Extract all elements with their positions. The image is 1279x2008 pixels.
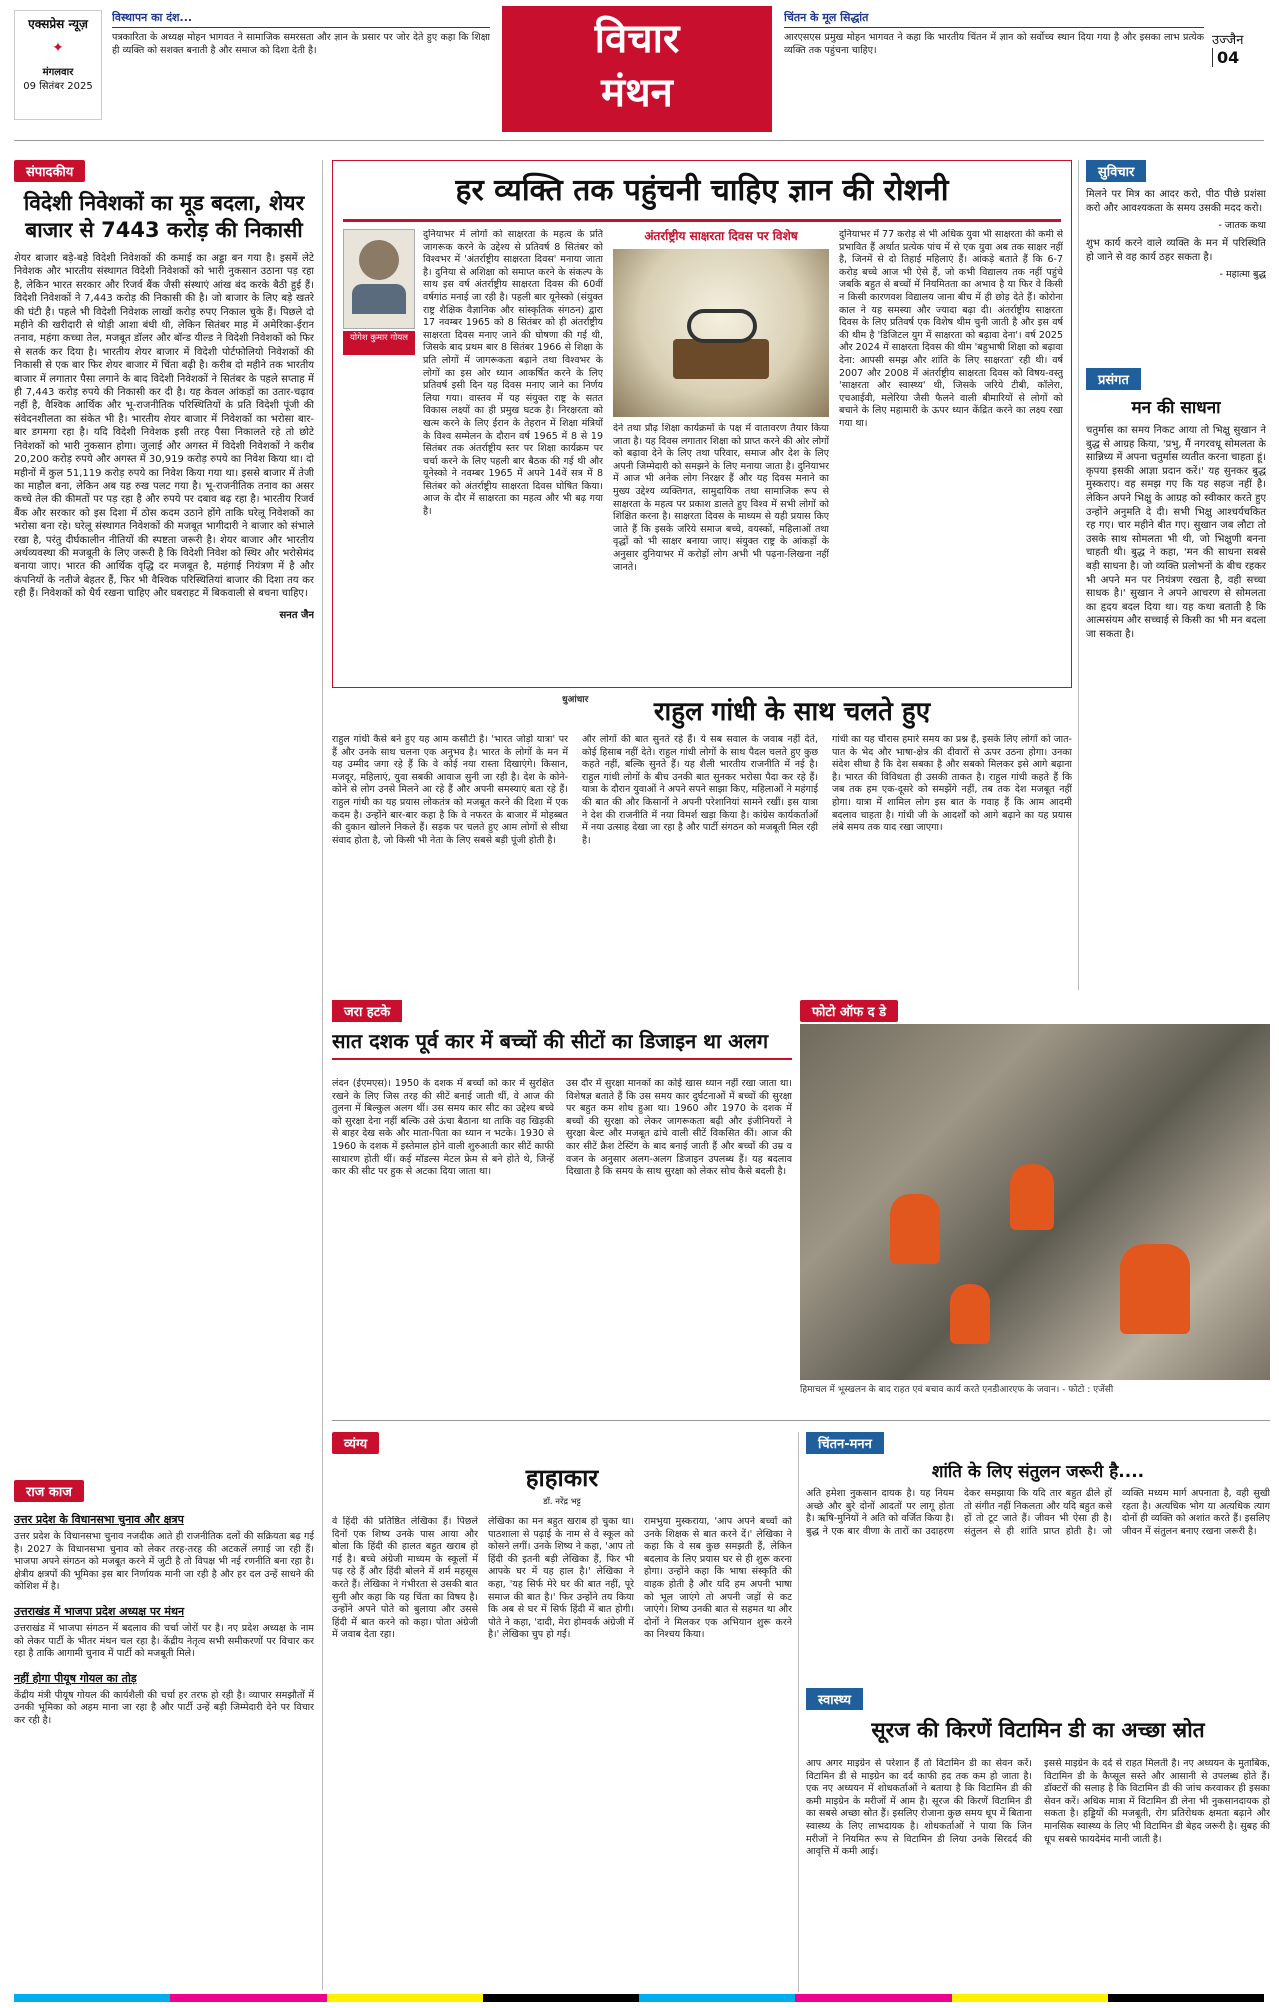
teaser-right-title: चिंतन के मूल सिद्धांत — [784, 10, 1204, 28]
rajkaaj-section — [14, 1480, 314, 1990]
rahul-col-2: और लोगों की बात सुनते रहे हैं। ये सब सवाल के जवाब नहीं देते, कोई हिसाब नहीं देते। राहुल गांधी लोगों के साथ पैदल चलते हुए कुछ कहते नहीं, बल्कि सुनते हैं। यह शैली भारतीय राजनीति में नई है। राहुल गांधी लोगों के बीच उनकी बात सुनकर भरोसा पैदा कर रहे हैं। यात्रा के दौरान युवाओं ने अपने सपने साझा किए, महिलाओं ने महंगाई की बात की और किसानों ने अपनी परेशानियां सामने रखीं। इस यात्रा ने देश की राजनीति में नया विमर्श खड़ा किया है। कांग्रेस कार्यकर्ताओं में नया उत्साह देखा जा रहा है और पार्टी संगठन को मजबूती मिल रही है। — [582, 734, 818, 846]
rescuer-figure — [890, 1194, 940, 1264]
seats-section — [332, 1000, 792, 1400]
suvichar-section — [1086, 160, 1266, 360]
author-caption: योगेश कुमार गोयल — [343, 331, 415, 355]
sun-col-2: इससे माइग्रेन के दर्द से राहत मिलती है। नए अध्ययन के मुताबिक, विटामिन डी के कैप्सूल सस्ते और आसानी से उपलब्ध होते हैं। डॉक्टरों की सलाह है कि विटामिन डी की जांच करवाकर ही इसका सेवन करें। अधिक मात्रा में विटामिन डी लेना भी नुकसानदायक हो सकता है। हड्डियों की मजबूती, रोग प्रतिरोधक क्षमता बढ़ाने और मानसिक स्वास्थ्य के लिए भी विटामिन डी बेहद जरूरी है। सुबह की धूप सबसे फायदेमंद मानी जाती है। — [1044, 1758, 1270, 1845]
chintan-section — [806, 1432, 1270, 1682]
rahul-headline: राहुल गांधी के साथ चलते हुए — [653, 697, 931, 727]
chintan-tag: चिंतन-मनन — [806, 1432, 884, 1454]
hahakar-section — [332, 1432, 792, 1992]
prasang-title: मन की साधना — [1131, 398, 1221, 418]
rajkaaj-item2-body: उत्तराखंड में भाजपा संगठन में बदलाव की चर्चा जोरों पर है। नए प्रदेश अध्यक्ष के नाम को लेकर पार्टी के भीतर मंथन चल रहा है। केंद्रीय नेतृत्व सभी समीकरणों पर विचार कर रहा है ताकि आगामी चुनाव में पार्टी को मजबूती मिले। — [14, 1622, 314, 1660]
page-number: 04 — [1212, 48, 1239, 67]
author-shirt — [352, 284, 406, 314]
column-divider-2 — [1078, 160, 1079, 990]
rahul-col-3: गांधी का यह चौरास हमारे समय का प्रश्न है, इसके लिए लोगों को जात-पात के भेद और भाषा-क्षेत्र की दीवारों से ऊपर उठना होगा। उनका संदेश सीधा है कि देश सबका है और सबको मिलकर इसे आगे बढ़ाना है। भारत की विविधता ही उसकी ताकत है। राहुल गांधी कहते हैं कि जब तक हम एक-दूसरे को समझेंगे नहीं, तब तक देश मजबूत नहीं होगा। यात्रा में शामिल लोग इस बात के गवाह हैं कि आम आदमी बदलाव चाहता है। गांधी जी के आदर्शों को आगे बढ़ाने का यह प्रयास लंबे समय तक याद रखा जाएगा। — [832, 734, 1072, 834]
photo-day-image — [800, 1024, 1270, 1380]
sun-col-1: आप अगर माइग्रेन से परेशान हैं तो विटामिन डी का सेवन करें। विटामिन डी से माइग्रेन का दर्द काफी हद तक कम हो जाता है। एक नए अध्ययन में शोधकर्ताओं ने बताया है कि विटामिन डी की कमी माइग्रेन के मरीजों में आम है। सूरज की किरणें विटामिन डी का सबसे अच्छा स्रोत हैं। इसलिए रोजाना कुछ समय धूप में बिताना स्वास्थ्य के लिए लाभदायक है। शोधकर्ताओं ने पाया कि जिन मरीजों ने नियमित रूप से विटामिन डी लिया उनके सिरदर्द की आवृत्ति में कमी आई। — [806, 1758, 1032, 1858]
rajkaaj-item1-body: उत्तर प्रदेश के विधानसभा चुनाव नजदीक आते ही राजनीतिक दलों की सक्रियता बढ़ गई है। 2027 के विधानसभा चुनाव को लेकर तरह-तरह की अटकलें लगाई जा रही हैं। भाजपा अपने संगठन को मजबूत करने में जुटी है तो विपक्ष भी नई रणनीति बना रहा है। क्षेत्रीय क्षत्रपों की भूमिका इस बार निर्णायक मानी जा रही है और हर दल उन्हें साधने की कोशिश में है। — [14, 1531, 314, 1593]
issue-date: 09 सितंबर 2025 — [23, 81, 93, 92]
seats-col-2: उस दौर में सुरक्षा मानकों का कोई खास ध्यान नहीं रखा जाता था। विशेषज्ञ बताते हैं कि उस समय कार दुर्घटनाओं में बच्चों की सुरक्षा पर बहुत कम शोध हुआ था। 1960 और 1970 के दशक में बच्चों की सुरक्षा को लेकर जागरूकता बढ़ी और इंजीनियरों ने सुरक्षा बेल्ट और मजबूत ढांचे वाली सीटें विकसित कीं। आज की कार सीटें क्रैश टेस्टिंग के बाद बनाई जाती हैं और बच्चों की उम्र व वजन के अनुसार अलग-अलग डिजाइन उपलब्ध हैं। यह बदलाव दिखाता है कि समय के साथ सुरक्षा को लेकर सोच कैसे बदली है। — [566, 1078, 792, 1178]
brand-ornament-icon: ✦ — [52, 40, 64, 56]
section-title-line1: विचार — [594, 16, 680, 62]
page-meta — [1212, 30, 1272, 70]
feature-subhead: अंतर्राष्ट्रीय साक्षरता दिवस पर विशेष — [644, 229, 798, 243]
masthead-divider — [14, 140, 1264, 141]
seats-headline: सात दशक पूर्व कार में बच्चों की सीटों का डिजाइन था अलग — [332, 1028, 792, 1060]
issue-day: मंगलवार — [42, 67, 74, 78]
lower-divider — [332, 1420, 1270, 1421]
hahakar-headline: हाहाकार — [525, 1464, 599, 1492]
feature-col-2: देने तथा प्रौढ़ शिक्षा कार्यक्रमों के पक्ष में वातावरण तैयार किया जाता है। यह दिवस लगातार शिक्षा को प्राप्त करने की ओर लोगों को बढ़ावा देने के लिए तथा परिवार, समाज और देश के लिए अपनी जिम्मेदारी को समझने के लिए मनाया जाता है। दुनियाभर में आज भी अनेक लोग निरक्षर हैं और यह दिवस मनाने का मुख्य उद्देश्य व्यक्तिगत, सामुदायिक तथा सामाजिक रूप से साक्षरता के महत्व पर प्रकाश डालते हुए विश्व में सभी लोगों को शिक्षित करना है। साक्षरता दिवस के माध्यम से यही प्रयास किए जाते हैं कि इसके जरिये समाज बच्चे, वयस्कों, महिलाओं तथा वृद्धों को भी साक्षर बनाया जाए। संयुक्त राष्ट्र के आंकड़ों के अनुसार दुनियाभर में करोड़ों लोग अभी भी पढ़ना-लिखना नहीं जानते। — [613, 423, 829, 573]
rescuer-figure — [1120, 1244, 1190, 1334]
suvichar-quote-1: मिलने पर मित्र का आदर करो, पीठ पीछे प्रशंसा करो और आवश्यकता के समय उसकी मदद करो। — [1086, 189, 1266, 214]
teaser-right — [784, 10, 1204, 122]
feature-section — [332, 160, 1072, 688]
photo-day-caption: हिमाचल में भूस्खलन के बाद राहत एवं बचाव कार्य करते एनडीआरएफ के जवान। - फोटो : एजेंसी — [800, 1385, 1114, 1395]
prasang-body: चतुर्मास का समय निकट आया तो भिक्षु सुखान ने बुद्ध से आग्रह किया, 'प्रभु, मैं नगरवधू सोमलता के सान्निध्य में अपना चतुर्मास व्यतीत करना चाहता हूं। कृपया इसकी आज्ञा प्रदान करें।' यह सुनकर बुद्ध मुस्कराए। वह समझ गए कि यह सहज नहीं है। लेकिन अपने भिक्षु के आग्रह को स्वीकार करते हुए उन्होंने अनुमति दे दी। सभी भिक्षु आश्चर्यचकित रह गए। चार महीने बीत गए। सुखान जब लौटा तो उसके साथ सोमलता भी थी, जो भिक्षुणी बनना चाहती थी। बुद्ध ने कहा, 'मन की साधना सबसे बड़ी साधना है। जो व्यक्ति प्रलोभनों के बीच रहकर भी अपने मन पर नियंत्रण रखता है, वही सच्चा साधक है।' सुखान ने अपने आचरण से सोमलता का हृदय बदल दिया था। यह कथा बताती है कि आत्मसंयम और सच्चाई से किसी का भी मन बदला जा सकता है। — [1086, 425, 1266, 640]
hahakar-byline: डॉ. नरेंद्र भट्ट — [543, 1497, 581, 1507]
spectacles-icon — [687, 309, 757, 343]
rahul-section — [332, 692, 1072, 992]
teaser-left — [112, 10, 490, 122]
author-avatar — [359, 240, 399, 280]
city-name: उज्जैन — [1212, 33, 1244, 48]
suvichar-quote-2: शुभ कार्य करने वाले व्यक्ति के मन में परिस्थिति हो जाने से वह कार्य ठहर सकता है। — [1086, 238, 1266, 263]
suvichar-author-1: - जातक कथा — [1218, 220, 1266, 231]
hahakar-tag: व्यंग्य — [332, 1432, 379, 1454]
column-divider-3 — [798, 1432, 799, 1992]
sun-headline: सूरज की किरणें विटामिन डी का अच्छा स्रोत — [871, 1718, 1205, 1742]
feature-col-1: दुनियाभर में लोगों को साक्षरता के महत्व के प्रति जागरूक करने के उद्देश्य से प्रतिवर्ष 8 सितंबर को विश्वभर में 'अंतर्राष्ट्रीय साक्षरता दिवस' मनाया जाता है। दुनिया से अशिक्षा को समाप्त करने के संकल्प के साथ इस वर्ष अंतर्राष्ट्रीय साक्षरता दिवस की 60वीं वर्षगांठ मनाई जा रही है। पहली बार यूनेस्को (संयुक्त राष्ट्र शैक्षिक वैज्ञानिक और सांस्कृतिक संगठन) द्वारा 17 नवम्बर 1965 को 8 सितंबर को ही अंतर्राष्ट्रीय साक्षरता दिवस मनाए जाने की घोषणा की गई थी, जिसके बाद प्रथम बार 8 सितंबर 1966 से शिक्षा के प्रति लोगों में जागरूकता बढ़ाने तथा विश्वभर के लोगों का इस ओर ध्यान आकर्षित करने के लिए प्रतिवर्ष इसी दिन यह दिवस मनाए जाने का निर्णय लिया गया। वास्तव में यह संयुक्त राष्ट्र के सतत विकास लक्ष्यों का ही प्रमुख घटक है। निरक्षरता को खत्म करने के लिए ईरान के तेहरान में शिक्षा मंत्रियों के विश्व सम्मेलन के दौरान वर्ष 1965 में 8 से 19 सितंबर तक अंतर्राष्ट्रीय स्तर पर शिक्षा कार्यक्रम पर चर्चा करने के लिए पहली बार बैठक की गई थी और यूनेस्को ने नवम्बर 1965 में अपने 14वें सत्र में 8 सितंबर को अंतर्राष्ट्रीय साक्षरता दिवस घोषित किया। आज के दौर में साक्षरता का महत्व और भी बढ़ गया है। — [423, 229, 603, 518]
suvichar-tag: सुविचार — [1086, 160, 1146, 182]
feature-col-3: दुनियाभर में 77 करोड़ से भी अधिक युवा भी साक्षरता की कमी से प्रभावित हैं अर्थात प्रत्येक पांच में से एक युवा अब तक साक्षर नहीं है, जिनमें से दो तिहाई महिलाएं हैं। आंकड़े बताते हैं कि 6-7 करोड़ बच्चे आज भी ऐसे हैं, जो कभी विद्यालय तक नहीं पहुंचे जबकि बहुत से बच्चों में नियमितता का अभाव है या फिर वे किसी न किसी कारणवश विद्यालय जाना बीच में ही छोड़ देते हैं। कोरोना काल ने यह समस्या और ज्यादा बढ़ा दी। अंतर्राष्ट्रीय साक्षरता दिवस के लिए प्रतिवर्ष एक विशेष थीम चुनी जाती है और इस वर्ष की थीम है 'डिजिटल युग में साक्षरता को बढ़ावा देना'। वर्ष 2025 और 2024 में साक्षरता दिवस की थीम 'बहुभाषी शिक्षा को बढ़ावा देना: आपसी समझ और शांति के लिए साक्षरता' रही थी। वर्ष 2007 और 2008 में अंतर्राष्ट्रीय साक्षरता दिवस को विषय-वस्तु 'साक्षरता और स्वास्थ्य' थी, जिसके जरिये टीबी, कॉलेरा, एचआईवी, मलेरिया जैसी फैलने वाली बीमारियों से लोगों को बचाने के लिए महामारी के ऊपर ध्यान केंद्रित करने का लक्ष्य रखा गया था। — [839, 229, 1063, 429]
teaser-right-text: आरएसएस प्रमुख मोहन भागवत ने कहा कि भारतीय चिंतन में ज्ञान को सर्वोच्च स्थान दिया गया है और इसका लाभ प्रत्येक व्यक्ति तक पहुंचना चाहिए। — [784, 32, 1204, 56]
photo-day-tag: फोटो ऑफ द डे — [800, 1000, 898, 1022]
brand-name: एक्सप्रेस न्यूज़ — [28, 17, 88, 31]
print-color-bar — [14, 1994, 1264, 2002]
rajkaaj-item2-title: उत्तराखंड में भाजपा प्रदेश अध्यक्ष पर मंथन — [14, 1604, 185, 1618]
hahakar-col-1: वे हिंदी की प्रतिष्ठित लेखिका हैं। पिछले दिनों एक शिष्य उनके पास आया और बोला कि हिंदी की हालत बहुत खराब हो गई है। बच्चे अंग्रेजी माध्यम के स्कूलों में पढ़ रहे हैं और हिंदी बोलने में शर्म महसूस करते हैं। लेखिका ने गंभीरता से उसकी बात सुनी और कहा कि यह चिंता का विषय है। उन्होंने अपने पोते को बुलाया और उससे हिंदी में बात करने को कहा। पोता अंग्रेजी में जवाब देता रहा। — [332, 1516, 478, 1641]
feature-headline: हर व्यक्ति तक पहुंचनी चाहिए ज्ञान की रोशनी — [455, 173, 949, 208]
chintan-headline: शांति के लिए संतुलन जरूरी है.... — [931, 1462, 1145, 1482]
rahul-tag: धुआंधार — [562, 695, 589, 705]
rescuer-figure — [1010, 1164, 1054, 1230]
rajkaaj-item3-title: नहीं होगा पीयूष गोयल का तोड़ — [14, 1671, 137, 1685]
teaser-left-text: पत्रकारिता के अध्यक्ष मोहन भागवत ने सामाजिक समरसता और ज्ञान के प्रसार पर जोर देते हुए कहा कि शिक्षा ही व्यक्ति को सशक्त बनाती है और समाज को दिशा देती है। — [112, 32, 490, 56]
editorial-byline: सनत जैन — [279, 609, 314, 621]
author-photo — [343, 229, 415, 329]
photo-day-section — [800, 1000, 1270, 1410]
seats-tag: जरा हटके — [332, 1000, 402, 1022]
brand-box — [14, 10, 102, 120]
teaser-left-title: विस्थापन का दंश... — [112, 10, 490, 28]
editorial-tag: संपादकीय — [14, 160, 85, 182]
rajkaaj-item1-title: उत्तर प्रदेश के विधानसभा चुनाव और क्षत्रप — [14, 1513, 184, 1526]
sun-section — [806, 1688, 1270, 1988]
rajkaaj-item3-body: केंद्रीय मंत्री पीयूष गोयल की कार्यशैली की चर्चा हर तरफ हो रही है। व्यापार समझौतों में उनकी भूमिका को अहम माना जा रहा है और पार्टी उन्हें बड़ी जिम्मेदारी देने पर विचार कर रही है। — [14, 1689, 314, 1726]
editorial-section — [14, 160, 314, 1460]
hahakar-col-3: रामभुया मुस्कराया, 'आप अपने बच्चों को उनके शिक्षक से बात करने दें।' लेखिका ने कहा कि वे सब कुछ समझती हैं, लेकिन बदलाव के लिए प्रयास घर से ही शुरू करना होगा। उन्होंने कहा कि भाषा संस्कृति की वाहक होती है और यदि हम अपनी भाषा को भूल जाएंगे तो अपनी जड़ों से कट जाएंगे। शिष्य उनकी बात से सहमत था और दोनों ने मिलकर एक अभियान शुरू करने का निश्चय किया। — [644, 1516, 792, 1641]
column-divider-1 — [322, 160, 323, 1990]
chintan-body: अति हमेशा नुकसान दायक है। यह नियम अच्छे और बुरे दोनों आदतों पर लागू होता है। ऋषि-मुनियों ने अति को वर्जित किया है। बुद्ध ने एक बार वीणा के तारों का उदाहरण देकर समझाया कि यदि तार बहुत ढीले हों तो संगीत नहीं निकलता और यदि बहुत कसे हों तो टूट जाते हैं। जीवन भी ऐसा ही है। संतुलन से ही शांति प्राप्त होती है। जो व्यक्ति मध्यम मार्ग अपनाता है, वही सुखी रहता है। अत्यधिक भोग या अत्यधिक त्याग दोनों ही व्यक्ति को अशांत करते हैं। इसलिए जीवन में संतुलन बनाए रखना जरूरी है। — [806, 1488, 1270, 1537]
feature-rule — [343, 219, 1061, 222]
section-title-box — [502, 6, 772, 132]
hahakar-col-2: लेखिका का मन बहुत खराब हो चुका था। पाठशाला से पढ़ाई के नाम से वे स्कूल को कोसने लगीं। उनके शिष्य ने कहा, 'आप तो हिंदी की इतनी बड़ी लेखिका हैं, फिर भी आपके घर में यह हाल है।' लेखिका ने कहा, 'यह सिर्फ मेरे घर की बात नहीं, पूरे समाज की बात है।' फिर उन्होंने तय किया कि अब से घर में सिर्फ हिंदी में बात होगी। पोते ने कहा, 'दादी, मेरा होमवर्क अंग्रेजी में है।' लेखिका चुप हो गईं। — [488, 1516, 634, 1641]
rahul-col-1: राहुल गांधी कैसे बने हुए यह आम कसौटी है। 'भारत जोड़ो यात्रा' पर हैं और उनके साथ चलना एक अनुभव है। भारत के लोगों के मन में यह उम्मीद जगा रहे हैं कि वे कोई नया रास्ता दिखाएंगे। किसान, मजदूर, महिलाएं, युवा सबकी आवाज सुनी जा रही है। देश के कोने-कोने से लोग उनसे मिलने आ रहे हैं और अपनी समस्याएं बता रहे हैं। राहुल गांधी का यह प्रयास लोकतंत्र को मजबूत करने की दिशा में एक कदम है। उन्होंने बार-बार कहा है कि वे नफरत के बाजार में मोहब्बत की दुकान खोलने निकले हैं। सड़क पर चलते हुए आम लोगों से सीधा संवाद होता है, जो किसी भी नेता के लिए सबसे बड़ी पूंजी होती है। — [332, 734, 568, 846]
sun-tag: स्वास्थ्य — [806, 1688, 863, 1710]
rescuer-figure — [950, 1284, 990, 1344]
editorial-headline: विदेशी निवेशकों का मूड बदला, शेयर बाजार से 7443 करोड़ की निकासी — [23, 191, 305, 242]
rajkaaj-tag: राज काज — [14, 1480, 84, 1502]
feature-illustration — [613, 249, 829, 417]
suvichar-author-2: - महात्मा बुद्ध — [1219, 269, 1266, 280]
books-illustration — [673, 339, 769, 379]
section-title-line2: मंथन — [601, 70, 673, 116]
seats-col-1: लंदन (ईएमएस)। 1950 के दशक में बच्चों को कार में सुरक्षित रखने के लिए जिस तरह की सीटें बनाई जाती थीं, वे आज की तुलना में बिल्कुल अलग थीं। उस समय कार सीट का उद्देश्य बच्चे को सुरक्षा देना नहीं बल्कि उसे ऊंचा बैठाना था ताकि वह खिड़की से बाहर देख सके और माता-पिता का ध्यान न भटके। 1930 से 1960 के दशक में इस्तेमाल होने वाली शुरुआती कार सीटें काफी साधारण होती थीं। कई मॉडल्स मेटल फ्रेम से बने होते थे, जिन्हें कार की सीट पर हुक से अटका दिया जाता था। — [332, 1078, 554, 1178]
prasang-tag: प्रसंगत — [1086, 368, 1141, 390]
prasang-section — [1086, 368, 1266, 990]
editorial-body: शेयर बाजार बड़े-बड़े विदेशी निवेशकों की कमाई का अड्डा बन गया है। इसमें लेटे निवेशक और भारतीय संस्थागत विदेशी निवेशकों को भारी नुकसान उठाना पड़ रहा है, लेकिन भारत सरकार और रिजर्व बैंक जैसी संस्थाएं आंख बंद करके बैठी हुई हैं। विदेशी निवेशकों ने 7,443 करोड़ की निकासी की है। जो बाजार के लिए बड़े खतरे की घंटी है। पहले भी विदेशी निवेशक लाखों करोड़ रुपए निकाल चुके हैं। पिछले दो महीने की खरीदारी से थोड़ी आशा बंधी थी, लेकिन सितंबर माह में अमेरिका-ईरान तनाव, महंगा कच्चा तेल, मजबूत डॉलर और बॉन्ड यील्ड ने विदेशी निवेशकों को फिर से सतर्क कर दिया है। भारतीय शेयर बाजार में विदेशी पोर्टफोलियो निवेशकों की निकासी से एक बार फिर शेयर बाजार में चिंता बढ़ी है। करीब दो महीने तक भारतीय बाजार में लगातार पैसा लगाने के बाद विदेशी निवेशकों ने सितंबर के पहले सप्ताह में ही 7,443 करोड़ रुपये की निकासी कर दी है। यह केवल आंकड़ों का उतार-चढ़ाव नहीं है, वैश्विक आर्थिक और भू-राजनीतिक परिस्थितियों के प्रति विदेशी पूंजी की संवेदनशीलता का संकेत भी है। भारतीय शेयर बाजार में निवेशकों का भरोसा बार-बार डगमगा रहा है। यदि विदेशी निवेशक इसी तरह पैसा निकालते रहे तो छोटे निवेशकों को भारी नुकसान होगा। जुलाई और अगस्त में विदेशी निवेशकों ने करीब 20,200 करोड़ रुपये और अगस्त में 30,919 करोड़ रुपये का निवेश किया था। दो महीनों में कुल 51,119 करोड़ रुपये का निवेश किया गया था। इससे बाजार में तेजी का माहौल बना, लेकिन अब यह रुख पलट गया है। भू-राजनीतिक तनाव का असर कच्चे तेल की कीमतों पर पड़ रहा है और रुपये पर दबाव बढ़ रहा है। भारतीय रिजर्व बैंक और सरकार को इस दिशा में ठोस कदम उठाने होंगे ताकि घरेलू निवेशकों का भरोसा बना रहे। घरेलू संस्थागत निवेशकों की मजबूत भागीदारी ने बाजार को संभाले रखा है, परंतु दीर्घकालीन नीतियों की स्पष्टता जरूरी है। शेयर बाजार और भारतीय अर्थव्यवस्था की मजबूती के लिए जरूरी है कि विदेशी निवेश को स्थिर और भरोसेमंद बनाया जाए। भारत की आर्थिक वृद्धि दर मजबूत है, महंगाई नियंत्रण में है और कंपनियों के नतीजे बेहतर हैं, फिर भी वैश्विक परिस्थितियां बाजार की दिशा तय कर रही हैं। निवेशकों को धैर्य रखना चाहिए और घबराहट में बिकवाली से बचना चाहिए। — [14, 253, 314, 600]
